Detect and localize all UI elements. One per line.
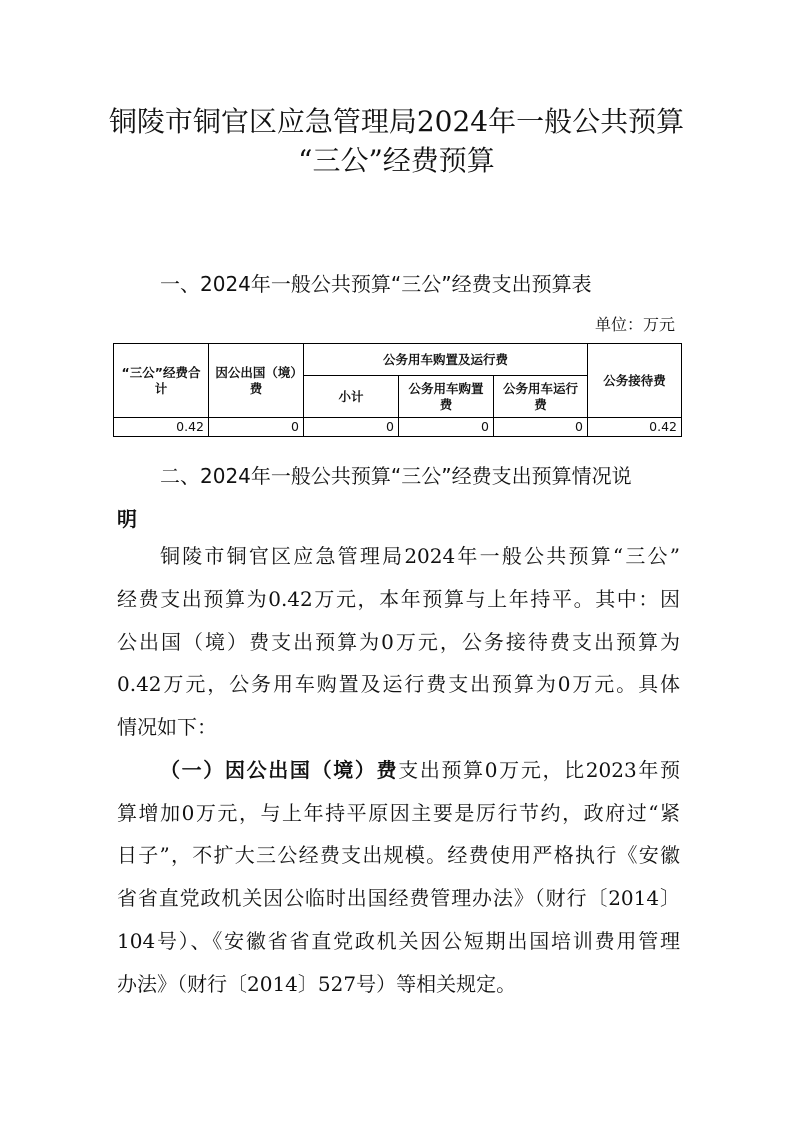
para1-line5: 情况如下：	[117, 715, 217, 739]
cell-vehicle-operation: 0	[494, 418, 588, 437]
section1-heading: 一、2024年一般公共预算“三公”经费支出预算表	[160, 272, 592, 296]
para2-line4: 省省直党政机关因公临时出国经费管理办法》（财行〔2014〕	[117, 886, 680, 910]
para1-line2: 经费支出预算为0.42万元，本年预算与上年持平。其中：因	[117, 587, 680, 611]
header-vehicle-purchase: 公务用车购置费	[399, 376, 494, 418]
cell-vehicle-purchase: 0	[399, 418, 494, 437]
para1-line3: 公出国（境）费支出预算为0万元，公务接待费支出预算为	[117, 630, 680, 654]
header-reception: 公务接待费	[588, 344, 682, 418]
para1-line4: 0.42万元，公务用车购置及运行费支出预算为0万元。具体	[117, 672, 680, 696]
para2-line5: 104号）、《安徽省省直党政机关因公短期出国培训费用管理	[117, 929, 680, 953]
cell-reception: 0.42	[588, 418, 682, 437]
para2-line1: 支出预算0万元，比2023年预	[398, 758, 680, 782]
cell-subtotal: 0	[304, 418, 399, 437]
para2-line6: 办法》（财行〔2014〕527号）等相关规定。	[117, 972, 517, 996]
para1-line1: 铜陵市铜官区应急管理局2024年一般公共预算“三公”	[160, 544, 680, 568]
three-public-budget-table	[113, 343, 682, 437]
section2-heading: 二、2024年一般公共预算“三公”经费支出预算情况说	[160, 464, 632, 488]
cell-total: 0.42	[114, 418, 209, 437]
header-vehicle-group: 公务用车购置及运行费	[304, 344, 588, 376]
section2-heading-cont: 明	[117, 507, 137, 531]
cell-abroad: 0	[209, 418, 304, 437]
unit-label: 单位：万元	[594, 315, 675, 334]
subsection-label-abroad: （一）因公出国（境）费	[160, 758, 399, 782]
table-row	[114, 418, 682, 437]
header-total: “三公”经费合计	[114, 344, 209, 418]
document-title-line2: “三公”经费预算	[298, 144, 495, 177]
header-abroad: 因公出国（境）费	[209, 344, 304, 418]
header-vehicle-operation: 公务用车运行费	[494, 376, 588, 418]
header-subtotal: 小计	[304, 376, 399, 418]
document-title-line1: 铜陵市铜官区应急管理局2024年一般公共预算	[108, 105, 685, 138]
para2-line2: 算增加0万元，与上年持平原因主要是厉行节约，政府过“紧	[117, 801, 680, 825]
para2-line3: 日子”，不扩大三公经费支出规模。经费使用严格执行《安徽	[117, 843, 680, 867]
